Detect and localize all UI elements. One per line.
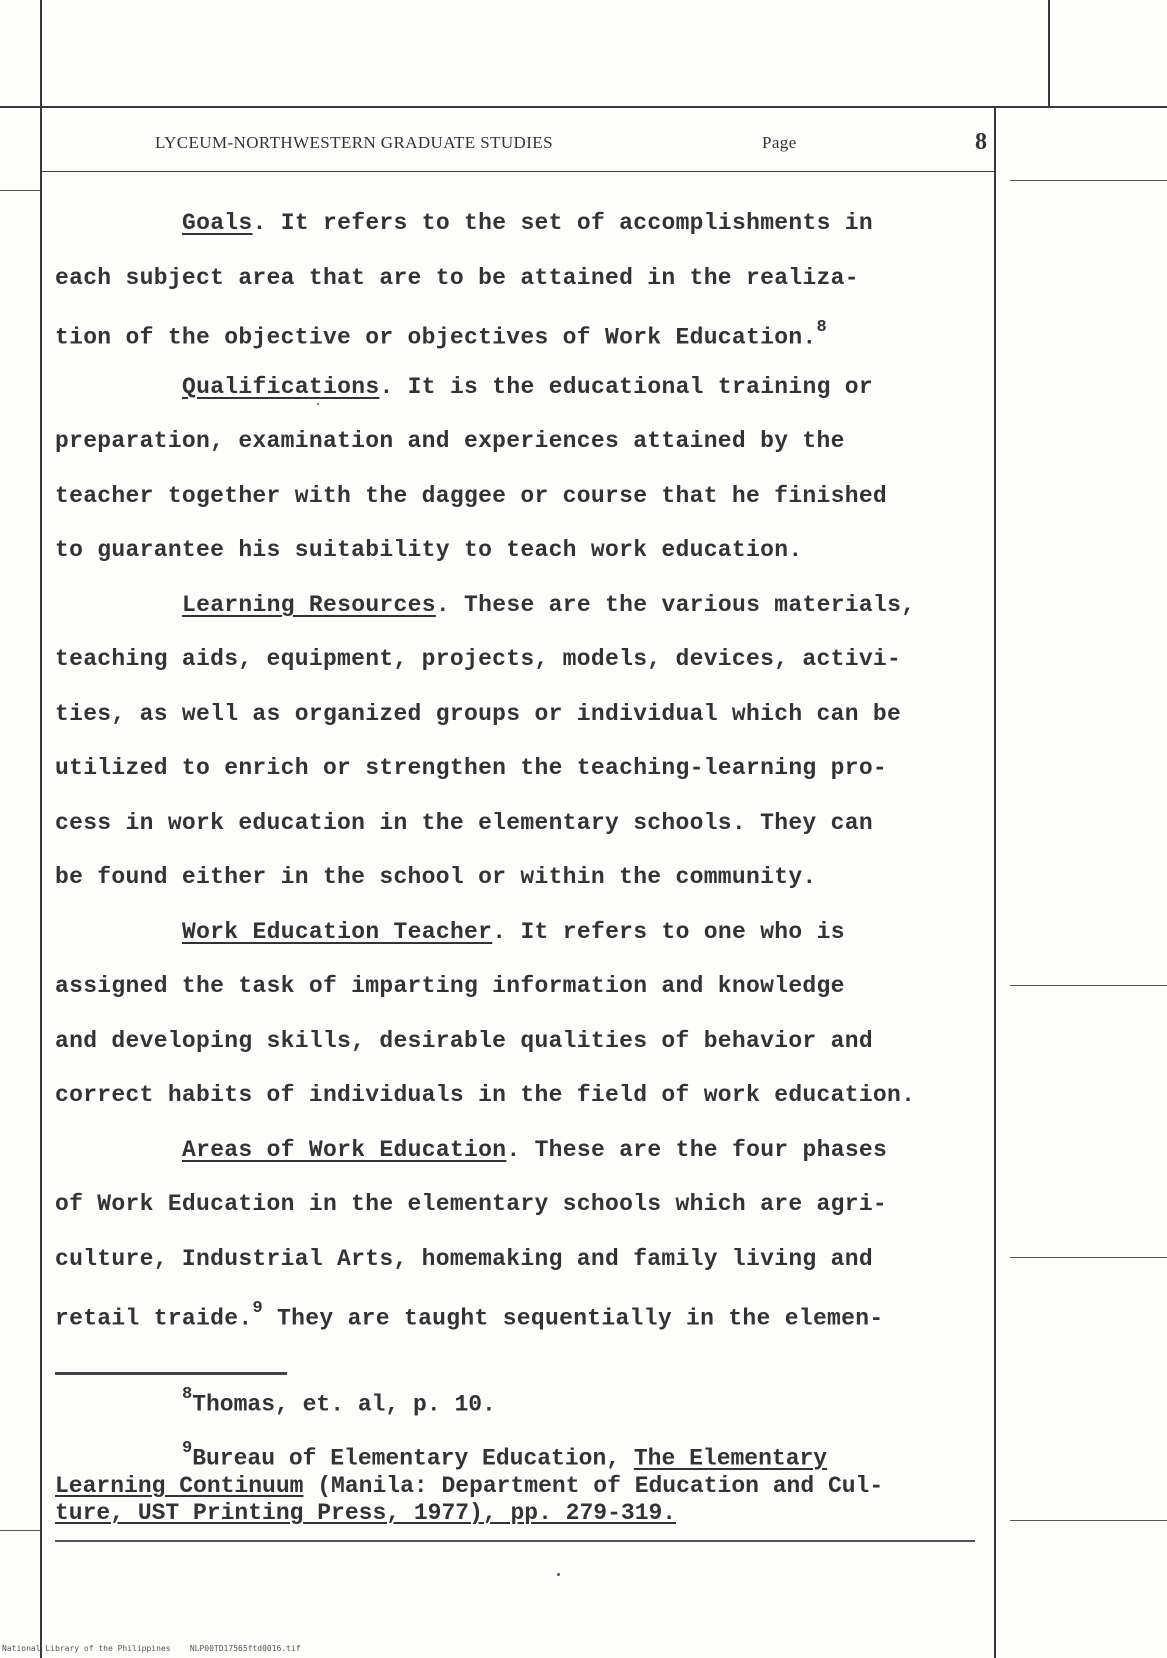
header-underline <box>40 171 995 172</box>
term-learning-resources: Learning Resources <box>182 591 436 618</box>
text-line: retail traide.$^9$ They are taught sequentially in the elemen- <box>55 1299 884 1332</box>
text-line: assigned the task of imparting information and knowledge <box>55 973 845 999</box>
text-line: culture, Industrial Arts, homemaking and family living and <box>55 1245 873 1272</box>
margin-tick <box>1010 1520 1167 1521</box>
term-areas-of-work-education: Areas of Work Education <box>182 1136 507 1163</box>
footnote-9: $^9$Bureau of Elementary Education, The Elementary Learning Continuum (Manila: Department of Education and Cul- ture, UST Printing Press, 1977), pp. 279-319. <box>55 1439 884 1526</box>
text-line: of Work Education in the elementary schools which are agri- <box>55 1191 888 1217</box>
text-line: teaching aids, equipment, projects, models, devices, activi- <box>55 646 902 672</box>
term-qualifications: Qualifications <box>182 373 380 400</box>
footnote-number: 9 <box>182 1439 193 1458</box>
footnote-ref-8: 8 <box>816 318 828 337</box>
header-title: LYCEUM-NORTHWESTERN GRADUATE STUDIES <box>155 133 553 152</box>
text-line: be found either in the school or within the community. <box>55 864 817 890</box>
footnote-8 <box>55 1385 1015 1419</box>
text-line: Areas of Work Education. These are the four phases <box>182 1136 888 1163</box>
cited-title: Learning Continuum <box>55 1472 304 1499</box>
top-frame-rule <box>0 106 1167 108</box>
body-text <box>55 196 1015 1341</box>
text-line: utilized to enrich or strengthen the teaching-learning pro- <box>55 755 888 781</box>
left-frame-rule <box>40 0 42 1658</box>
footnote-number: 8 <box>182 1385 193 1404</box>
archive-credit: National Library of the Philippines NLP00TD17565ftd0016.tif <box>2 1644 301 1653</box>
text-line: cess in work education in the elementary schools. They can <box>55 809 873 836</box>
text-line: and developing skills, desirable qualities of behavior and <box>55 1027 873 1054</box>
scan-speck <box>317 403 319 405</box>
footnote-text: Thomas, et. al, p. 10. <box>192 1391 496 1418</box>
page-number: 8 <box>975 129 988 155</box>
page-header <box>155 129 1005 163</box>
text-line: to guarantee his suitability to teach work education. <box>55 537 803 563</box>
margin-tick <box>1010 1257 1167 1258</box>
text-line: tion of the objective or objectives of Work Education.$^8$ <box>55 318 828 351</box>
term-work-education-teacher: Work Education Teacher <box>182 918 493 945</box>
margin-tick <box>0 190 40 191</box>
citation-publisher: ture, UST Printing Press, 1977), pp. 279-319. <box>55 1499 677 1526</box>
margin-tick <box>1010 180 1167 181</box>
term-goals: Goals <box>182 210 253 236</box>
margin-tick <box>1010 985 1167 986</box>
text-line: correct habits of individuals in the field of work education. <box>55 1082 916 1108</box>
text-line: each subject area that are to be attained in the realiza- <box>55 264 859 291</box>
cited-title: The Elementary <box>633 1445 828 1472</box>
scan-speck <box>557 1573 560 1576</box>
margin-tick <box>0 1530 40 1531</box>
text-line: Qualifications. It is the educational training or <box>182 373 874 400</box>
header-page-label: Page <box>762 133 797 152</box>
text-line: teacher together with the daggee or course that he finished <box>55 482 888 509</box>
text-line: Goals. It refers to the set of accomplishments in <box>182 210 874 236</box>
footnote-separator <box>55 1372 287 1375</box>
text-line: Work Education Teacher. It refers to one who is <box>182 918 845 945</box>
footnote-bottom-rule <box>55 1540 975 1542</box>
text-line: ties, as well as organized groups or individual which can be <box>55 700 902 727</box>
top-right-frame-rule <box>1048 0 1050 106</box>
text-line: preparation, examination and experiences attained by the <box>55 428 845 454</box>
text-line: Learning Resources. These are the various materials, <box>182 591 916 618</box>
footnote-ref-9: 9 <box>252 1299 263 1318</box>
